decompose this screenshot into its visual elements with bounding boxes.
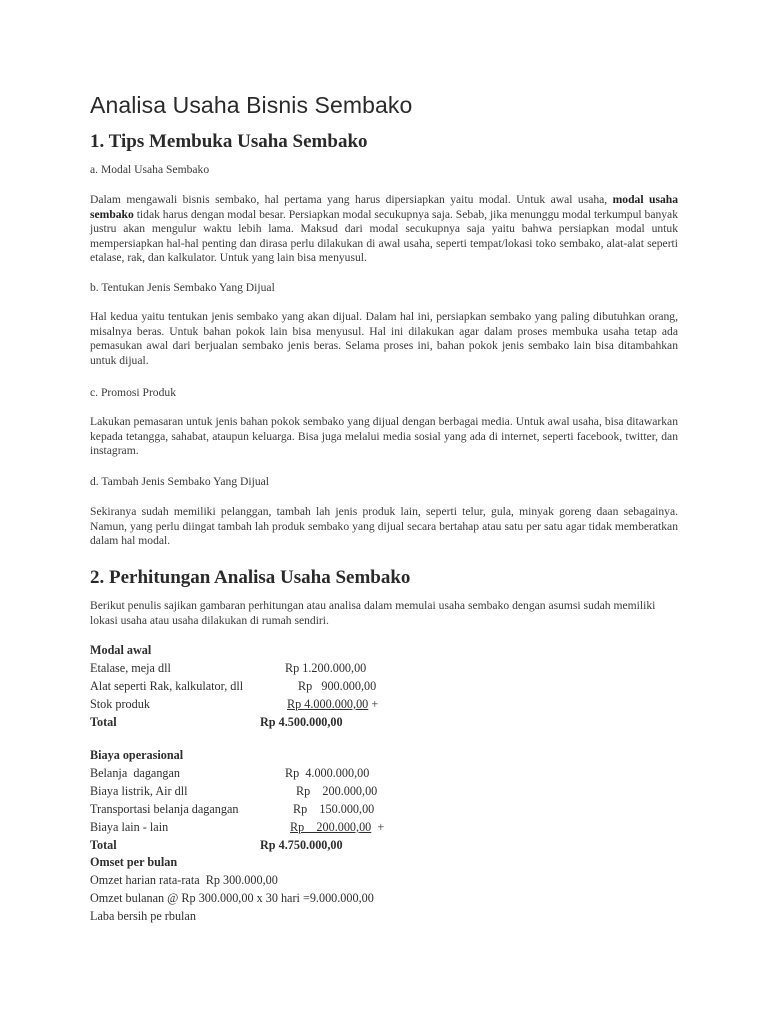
total-value: Rp 4.750.000,00 — [260, 838, 343, 852]
row-value-group — [287, 697, 378, 712]
table-row — [90, 766, 678, 784]
omset-daily: Omzet harian rata-rata Rp 300.000,00 — [90, 873, 278, 887]
table-row — [90, 661, 678, 679]
subheading-c: c. Promosi Produk — [90, 386, 176, 399]
net-profit-label: Laba bersih pe rbulan — [90, 909, 196, 923]
section-2-heading: 2. Perhitungan Analisa Usaha Sembako — [90, 567, 411, 588]
section-2-intro: Berikut penulis sajikan gambaran perhitungan atau analisa dalam memulai usaha sembako dengan asumsi sudah memiliki lokasi usaha atau usaha dilakukan di rumah sendiri. — [90, 599, 656, 627]
subheading-a: a. Modal Usaha Sembako — [90, 163, 210, 176]
row-label: Transportasi belanja dagangan — [90, 802, 239, 816]
table-row — [90, 784, 678, 802]
plus-sign: + — [368, 697, 379, 711]
table-row — [90, 820, 678, 838]
row-label: Etalase, meja dll — [90, 661, 171, 675]
row-value: Rp 200.000,00 — [296, 784, 378, 798]
biaya-heading-label: Biaya operasional — [90, 748, 184, 762]
modal-heading — [90, 643, 678, 661]
paragraph-c: Lakukan pemasaran untuk jenis bahan pokok sembako yang dijual dengan berbagai media. Untuk awal usaha, bisa ditawarkan kepada tetangga, sahabat, ataupun keluarga. Bisa juga melalui media sosial yang ada di internet, seperti facebook, twitter, dan instagram. — [90, 415, 678, 458]
row-value-group — [290, 820, 384, 835]
paragraph-a-bold: modal usaha sembako — [90, 193, 678, 221]
paragraph-b: Hal kedua yaitu tentukan jenis sembako yang akan dijual. Dalam hal ini, persiapkan sembako yang paling dibutuhkan orang, misalnya beras. Untuk bahan pokok lain bisa menyusul. Hal ini dilakukan agar dalam proses membuka usaha tetap ada pemasukan awal dari berjualan sembako jenis beras. Selama proses ini, bahan pokok jenis sembako lain bisa ditambahkan untuk dijual. — [90, 310, 678, 367]
paragraph-a-text-1: Dalam mengawali bisnis sembako, hal pertama yang harus dipersiapkan yaitu modal. Untuk awal usaha, — [90, 193, 613, 206]
table-row — [90, 679, 678, 697]
row-value: Rp 1.200.000,00 — [285, 661, 367, 675]
paragraph-d: Sekiranya sudah memiliki pelanggan, tambah lah jenis produk lain, seperti telur, gula, minyak goreng daan sebagainya. Namun, yang perlu diingat tambah lah produk sembako yang dijual secara bertahap atau satu per satu agar tidak memberatkan dalam hal modal. — [90, 505, 678, 548]
subheading-b: b. Tentukan Jenis Sembako Yang Dijual — [90, 281, 275, 294]
plus-sign: + — [371, 820, 385, 834]
row-value: Rp 4.000.000,00 — [287, 697, 369, 711]
row-label: Stok produk — [90, 697, 150, 711]
omset-heading — [90, 855, 678, 873]
omset-line — [90, 909, 678, 927]
row-label: Biaya listrik, Air dll — [90, 784, 188, 798]
section-1-heading: 1. Tips Membuka Usaha Sembako — [90, 131, 368, 152]
row-value: Rp 200.000,00 — [290, 820, 372, 834]
omset-heading-label: Omset per bulan — [90, 855, 178, 869]
row-label: Belanja dagangan — [90, 766, 181, 780]
table-row — [90, 697, 678, 715]
omset-line — [90, 873, 678, 891]
total-row — [90, 838, 678, 856]
row-value: Rp 4.000.000,00 — [285, 766, 370, 780]
total-value: Rp 4.500.000,00 — [260, 715, 343, 729]
total-label: Total — [90, 715, 117, 729]
total-row — [90, 715, 678, 733]
paragraph-a — [90, 193, 678, 266]
page-title: Analisa Usaha Bisnis Sembako — [90, 92, 413, 118]
row-label: Alat seperti Rak, kalkulator, dll — [90, 679, 244, 693]
row-label: Biaya lain - lain — [90, 820, 169, 834]
omset-monthly: Omzet bulanan @ Rp 300.000,00 x 30 hari =9.000.000,00 — [90, 891, 374, 905]
row-value: Rp 900.000,00 — [298, 679, 377, 693]
table-row — [90, 802, 678, 820]
paragraph-a-text-2: tidak harus dengan modal besar. Persiapkan modal secukupnya saja. Sebab, jika menunggu modal terkumpul banyak justru akan mengulur waktu lebih lama. Maksud dari modal secukupnya saja yaitu bahwa persiapkan modal untuk mempersiapkan hal-hal penting dan dirasa perlu dilakukan di awal usaha, seperti tempat/lokasi toko sembako, alat-alat seperti etalase, rak, dan kalkulator. Untuk yang lain bisa menyusul. — [90, 207, 678, 265]
total-label: Total — [90, 838, 117, 852]
subheading-d: d. Tambah Jenis Sembako Yang Dijual — [90, 475, 269, 488]
biaya-heading — [90, 748, 678, 766]
modal-heading-label: Modal awal — [90, 643, 152, 657]
omset-line — [90, 891, 678, 909]
row-value: Rp 150.000,00 — [293, 802, 375, 816]
